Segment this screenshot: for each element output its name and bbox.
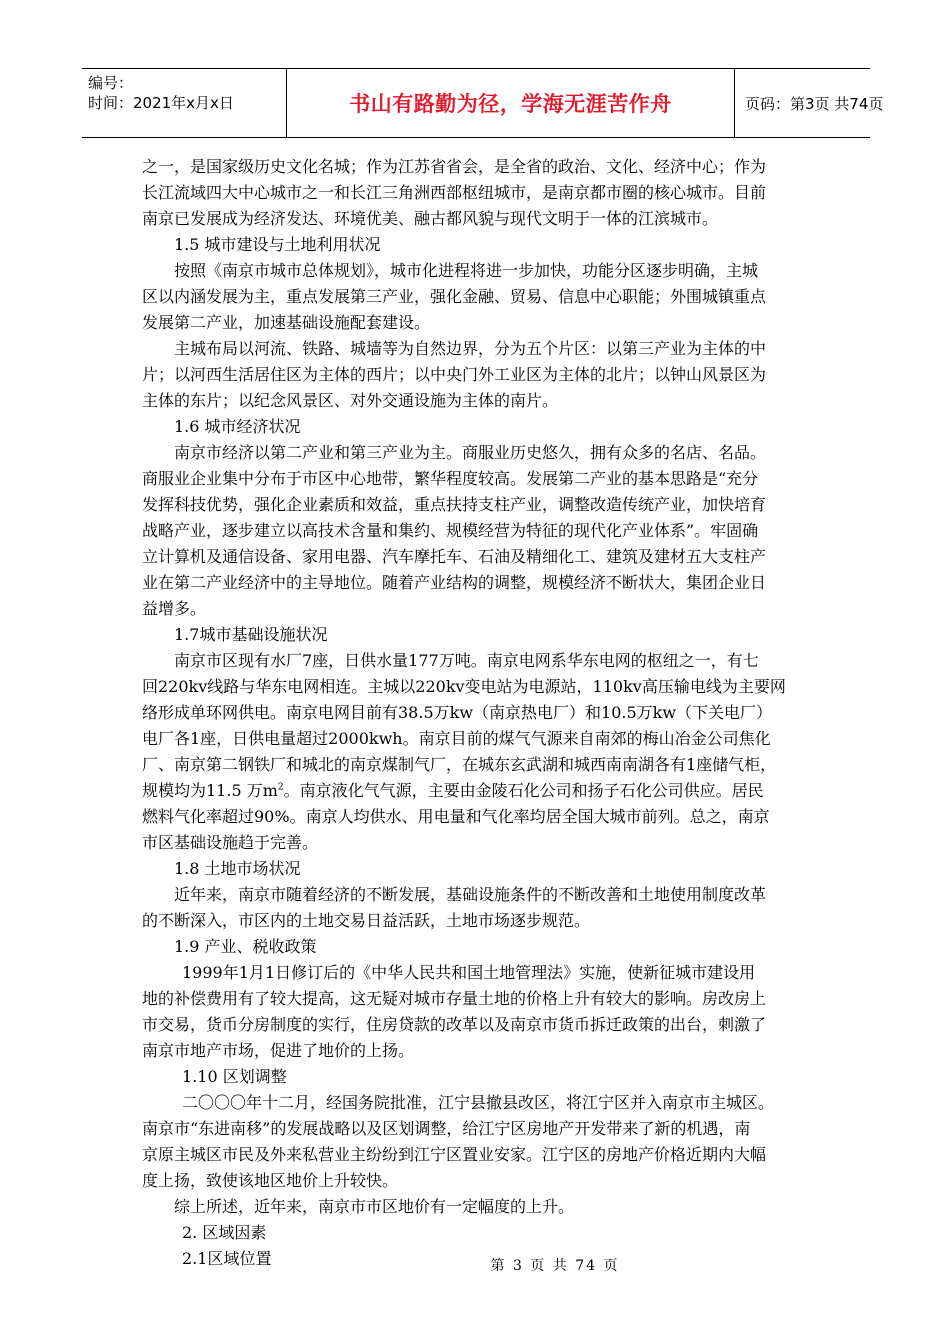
text-line: 战略产业，逐步建立以高技术含量和集约、规模经营为特征的现代化产业体系”。牢固确 <box>142 521 759 540</box>
header-page-number: 页码：第3页 共74页 <box>745 95 884 113</box>
header-motto: 书山有路勤为径，学海无涯苦作舟 <box>349 92 672 116</box>
superscript: 2 <box>277 782 284 793</box>
text-fragment: 。南京液化气气源，主要由金陵石化公司和扬子石化公司供应。居民 <box>283 781 764 800</box>
text-line: 1999年1月1日修订后的《中华人民共和国土地管理法》实施，使新征城市建设用 <box>182 963 756 982</box>
text-fragment: 规模均为11.5 万m <box>142 781 278 800</box>
section-heading: 1.9 产业、税收政策 <box>174 937 317 956</box>
text-line: 二〇〇〇年十二月，经国务院批准，江宁县撤县改区，将江宁区并入南京市主城区。 <box>182 1093 775 1112</box>
section-heading: 1.6 城市经济状况 <box>174 417 301 436</box>
text-line: 的不断深入，市区内的土地交易日益活跃，土地市场逐步规范。 <box>142 911 591 930</box>
text-line: 南京市区现有水厂7座，日供水量177万吨。南京电网系华东电网的枢纽之一，有七 <box>174 651 759 670</box>
text-line: 燃料气化率超过90%。南京人均供水、用电量和气化率均居全国大城市前列。总之，南京 <box>142 807 770 826</box>
section-heading: 1.10 区划调整 <box>182 1067 287 1086</box>
text-line: 之一，是国家级历史文化名城；作为江苏省省会，是全省的政治、文化、经济中心；作为 <box>142 157 767 176</box>
text-line: 按照《南京市城市总体规划》，城市化进程将进一步加快，功能分区逐步明确，主城 <box>174 261 759 280</box>
text-line: 业在第二产业经济中的主导地位。随着产业结构的调整，规模经济不断状大，集团企业日 <box>142 573 767 592</box>
text-line: 络形成单环网供电。南京电网目前有38.5万kw（南京热电厂）和10.5万kw（下关电厂） <box>142 703 773 722</box>
text-line: 发展第二产业，加速基础设施配套建设。 <box>142 313 431 332</box>
text-line: 南京市“东进南移”的发展战略以及区划调整，给江宁区房地产开发带来了新的机遇，南 <box>142 1119 751 1138</box>
section-heading: 2.1区域位置 <box>182 1249 272 1268</box>
header-meta <box>82 69 287 137</box>
text-line: 立计算机及通信设备、家用电器、汽车摩托车、石油及精细化工、建筑及建材五大支柱产 <box>142 547 767 566</box>
text-line: 南京市地产市场，促进了地价的上扬。 <box>142 1041 415 1060</box>
page-header <box>82 68 884 138</box>
text-line: 片；以河西生活居住区为主体的西片；以中央门外工业区为主体的北片；以钟山风景区为 <box>142 365 767 384</box>
text-line: 区以内涵发展为主，重点发展第三产业，强化金融、贸易、信息中心职能；外围城镇重点 <box>142 287 767 306</box>
section-heading: 1.7城市基础设施状况 <box>174 625 328 644</box>
section-heading: 1.8 土地市场状况 <box>174 859 301 878</box>
page-footer <box>0 1255 950 1275</box>
text-line: 南京已发展成为经济发达、环境优美、融古都风貌与现代文明于一体的江滨城市。 <box>142 209 719 228</box>
text-line: 长江流域四大中心城市之一和长江三角洲西部枢纽城市，是南京都市圈的核心城市。目前 <box>142 183 767 202</box>
header-number: 编号： <box>88 74 134 92</box>
section-heading: 2. 区域因素 <box>182 1223 267 1242</box>
text-line: 商服业企业集中分布于市区中心地带，繁华程度较高。发展第二产业的基本思路是“充分 <box>142 469 759 488</box>
text-line: 综上所述，近年来，南京市市区地价有一定幅度的上升。 <box>174 1197 575 1216</box>
footer-page-number: 第 3 页 共 74 页 <box>490 1258 620 1274</box>
text-line: 近年来，南京市随着经济的不断发展，基础设施条件的不断改善和土地使用制度改革 <box>174 885 767 904</box>
document-body <box>142 154 810 1272</box>
text-line: 益增多。 <box>142 599 207 618</box>
text-line: 主城布局以河流、铁路、城墙等为自然边界，分为五个片区：以第三产业为主体的中 <box>174 339 767 358</box>
text-line <box>142 778 810 804</box>
text-line: 市区基础设施趋于完善。 <box>142 833 319 852</box>
text-line: 京原主城区市民及外来私营业主纷纷到江宁区置业安家。江宁区的房地产价格近期内大幅 <box>142 1145 767 1164</box>
header-motto-cell <box>287 69 735 137</box>
text-line: 电厂各1座，日供电量超过2000kwh。南京目前的煤气气源来自南郊的梅山冶金公司焦化 <box>142 729 771 748</box>
text-line: 主体的东片；以纪念风景区、对外交通设施为主体的南片。 <box>142 391 559 410</box>
text-line: 发挥科技优势，强化企业素质和效益，重点扶持支柱产业，调整改造传统产业，加快培育 <box>142 495 767 514</box>
text-line: 回220kv线路与华东电网相连。主城以220kv变电站为电源站，110kv高压输电线为主要网 <box>142 677 786 696</box>
header-time: 时间：2021年x月x日 <box>88 94 234 112</box>
section-heading: 1.5 城市建设与土地利用状况 <box>174 235 381 254</box>
text-line: 南京市经济以第二产业和第三产业为主。商服业历史悠久，拥有众多的名店、名品。 <box>174 443 767 462</box>
text-line: 地的补偿费用有了较大提高，这无疑对城市存量土地的价格上升有较大的影响。房改房上 <box>142 989 767 1008</box>
text-line: 厂、南京第二钢铁厂和城北的南京煤制气厂，在城东玄武湖和城西南南湖各有1座储气柜， <box>142 755 777 774</box>
text-line: 度上扬，致使该地区地价上升较快。 <box>142 1171 399 1190</box>
text-line: 市交易，货币分房制度的实行，住房贷款的改革以及南京市货币拆迁政策的出台，刺激了 <box>142 1015 767 1034</box>
